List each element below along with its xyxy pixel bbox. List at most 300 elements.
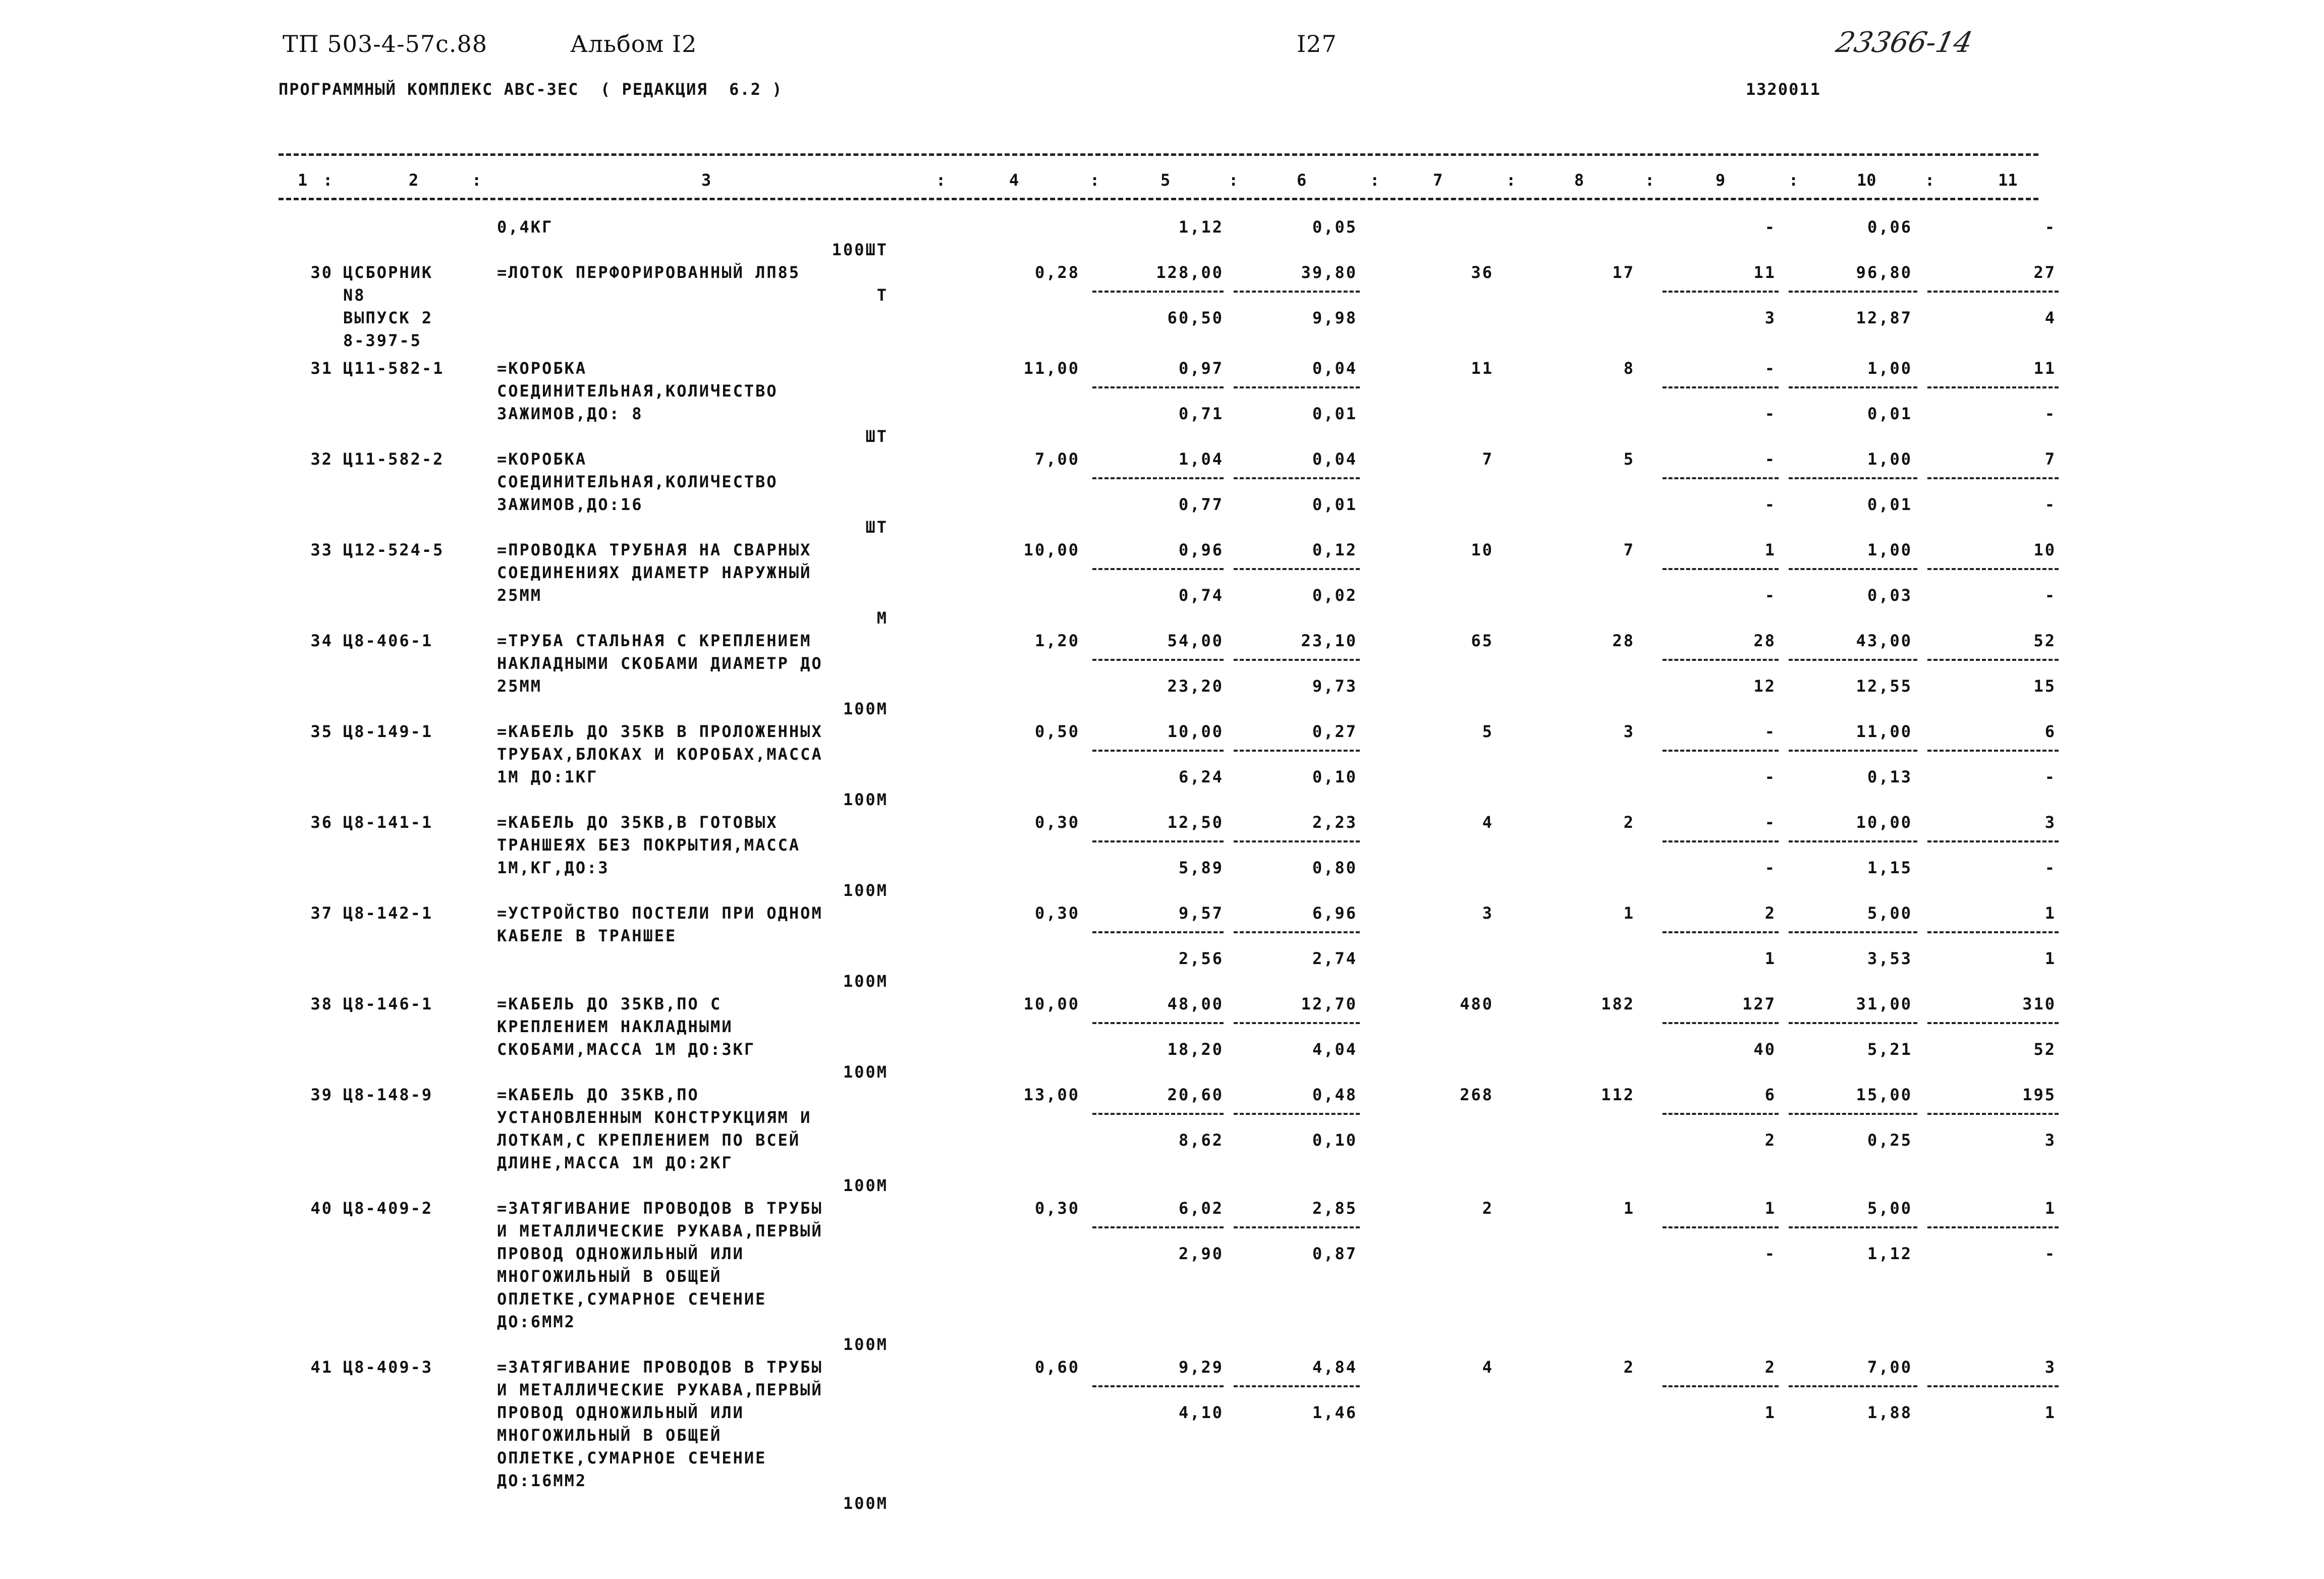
- cell-col9-top: -: [1764, 722, 1776, 741]
- cell-divider: [1092, 291, 1224, 293]
- cell-col7: 36: [1471, 263, 1493, 282]
- cell-divider: [1234, 386, 1360, 388]
- column-separator: :: [1645, 171, 1655, 190]
- cell-col10-bottom: 12,55: [1856, 676, 1912, 696]
- cell-divider: [1663, 931, 1779, 933]
- column-header-4: 4: [1009, 171, 1019, 190]
- work-description: =КАБЕЛЬ ДО 35КВ,ПО С: [497, 994, 722, 1013]
- cell-divider: [1663, 386, 1779, 388]
- column-separator: :: [1370, 171, 1380, 190]
- norm-code: Ц8-406-1: [343, 631, 433, 650]
- column-header-1: 1: [298, 171, 308, 190]
- cell-divider: [1663, 1113, 1779, 1115]
- cell-col7: 4: [1482, 1358, 1493, 1377]
- column-header-11: 11: [1998, 171, 2018, 190]
- column-header-2: 2: [409, 171, 419, 190]
- cell-divider: [1092, 1385, 1224, 1387]
- cell-col10-top: 1,00: [1867, 540, 1912, 559]
- norm-code: Ц8-146-1: [343, 994, 433, 1013]
- cell-col7: 65: [1471, 631, 1493, 650]
- cell-col10-top: 5,00: [1867, 904, 1912, 923]
- album-label: Альбом I2: [570, 30, 697, 58]
- cell-divider: [1234, 1385, 1360, 1387]
- cell-divider: [1663, 1385, 1779, 1387]
- cell-col10-top: 43,00: [1856, 631, 1912, 650]
- cell-col8: 28: [1612, 631, 1635, 650]
- column-header-3: 3: [701, 171, 711, 190]
- cell-divider: [1927, 750, 2059, 752]
- cell-col6-top: 0,48: [1312, 1085, 1357, 1104]
- work-description: МНОГОЖИЛЬНЫЙ В ОБЩЕЙ: [497, 1426, 722, 1445]
- work-description: ДО:16ММ2: [497, 1471, 587, 1490]
- work-description: НАКЛАДНЫМИ СКОБАМИ ДИАМЕТР ДО: [497, 654, 823, 673]
- unit-label: 100М: [843, 1176, 888, 1195]
- cell-col11-top: 3: [2044, 813, 2056, 832]
- cell-divider: [1234, 291, 1360, 293]
- cell-col7: 5: [1482, 722, 1493, 741]
- cell-divider: [1927, 1226, 2059, 1228]
- cell-quantity: 0,30: [1034, 1199, 1080, 1218]
- cell-divider: [1092, 1113, 1224, 1115]
- work-description: 25ММ: [497, 676, 542, 696]
- carry-over-desc: 0,4КГ: [497, 217, 554, 237]
- cell-divider: [1234, 1113, 1360, 1115]
- cell-divider: [1092, 568, 1224, 570]
- cell-col9-top: -: [1764, 449, 1776, 469]
- inventory-number: 23366-14: [1833, 26, 1976, 59]
- cell-col6-bottom: 0,87: [1312, 1244, 1357, 1263]
- cell-divider: [1663, 1022, 1779, 1024]
- work-description: =КОРОБКА: [497, 359, 587, 378]
- work-description: ОПЛЕТКЕ,СУМАРНОЕ СЕЧЕНИЕ: [497, 1289, 767, 1309]
- cell-col5-top: 0,96: [1178, 540, 1224, 559]
- cell-col11-top: 27: [2033, 263, 2056, 282]
- column-header-5: 5: [1160, 171, 1171, 190]
- cell-col5-bottom: 0,77: [1178, 495, 1224, 514]
- cell-col5-top: 9,29: [1178, 1358, 1224, 1377]
- cell-col10-bottom: 0,13: [1867, 767, 1912, 786]
- cell-divider: [1927, 477, 2059, 479]
- cell-col6-bottom: 9,73: [1312, 676, 1357, 696]
- cell-divider: [1092, 750, 1224, 752]
- cell-divider: [1927, 840, 2059, 842]
- page-number: I27: [1297, 30, 1337, 58]
- unit-label: 100М: [843, 1494, 888, 1513]
- cell-col11-top: 11: [2033, 359, 2056, 378]
- cell-col5-bottom: 4,10: [1178, 1403, 1224, 1422]
- work-description: =УСТРОЙСТВО ПОСТЕЛИ ПРИ ОДНОМ: [497, 904, 823, 923]
- cell-quantity: 0,60: [1034, 1358, 1080, 1377]
- cell-col10-bottom: 1,12: [1867, 1244, 1912, 1263]
- cell-quantity: 0,30: [1034, 813, 1080, 832]
- cell-divider: [1927, 1113, 2059, 1115]
- cell-col10-top: 1,00: [1867, 449, 1912, 469]
- norm-code: ВЫПУСК 2: [343, 308, 433, 327]
- cell-col11-bottom: 3: [2044, 1131, 2056, 1150]
- cell-col10-bottom: 0,01: [1867, 495, 1912, 514]
- cell-divider: [1789, 291, 1917, 293]
- norm-code: 8-397-5: [343, 331, 422, 350]
- norm-code: Ц12-524-5: [343, 540, 445, 559]
- cell-divider: [1234, 931, 1360, 933]
- cell-col6-bottom: 0,02: [1312, 586, 1357, 605]
- cell-divider: [1092, 659, 1224, 661]
- cell-divider: [1927, 659, 2059, 661]
- cell-col11-top: 310: [2022, 994, 2056, 1013]
- cell-col9-bottom: 40: [1753, 1040, 1776, 1059]
- cell-col9-top: 28: [1753, 631, 1776, 650]
- cell-col9-bottom: -: [1764, 1244, 1776, 1263]
- work-description: ЗАЖИМОВ,ДО:16: [497, 495, 643, 514]
- cell-quantity: 0,50: [1034, 722, 1080, 741]
- norm-code: Ц8-141-1: [343, 813, 433, 832]
- work-description: =ЛОТОК ПЕРФОРИРОВАННЫЙ ЛП85: [497, 263, 801, 282]
- cell-col6-top: 23,10: [1301, 631, 1357, 650]
- unit-label: 100М: [843, 790, 888, 809]
- cell-col5-bottom: 2,56: [1178, 949, 1224, 968]
- cell-col6-bottom: 0,10: [1312, 767, 1357, 786]
- norm-code: Ц8-409-3: [343, 1358, 433, 1377]
- cell-divider: [1663, 1226, 1779, 1228]
- cell-col10-top: 10,00: [1856, 813, 1912, 832]
- cell-col6-top: 4,84: [1312, 1358, 1357, 1377]
- cell-divider: [1234, 840, 1360, 842]
- cell-col7: 4: [1482, 813, 1493, 832]
- work-description: МНОГОЖИЛЬНЫЙ В ОБЩЕЙ: [497, 1267, 722, 1286]
- unit-label: 100М: [843, 972, 888, 991]
- cell-col6-bottom: 1,46: [1312, 1403, 1357, 1422]
- cell-col9-bottom: -: [1764, 767, 1776, 786]
- cell-col11-bottom: -: [2044, 404, 2056, 423]
- cell-col10-top: 11,00: [1856, 722, 1912, 741]
- work-description: ТРУБАХ,БЛОКАХ И КОРОБАХ,МАССА: [497, 745, 823, 764]
- cell-col7: 11: [1471, 359, 1493, 378]
- work-description: КРЕПЛЕНИЕМ НАКЛАДНЫМИ: [497, 1017, 733, 1036]
- work-description: 1М,КГ,ДО:3: [497, 858, 610, 877]
- cell-divider: [1789, 568, 1917, 570]
- cell-col11-bottom: -: [2044, 586, 2056, 605]
- unit-label: 100М: [843, 881, 888, 900]
- row-number: 34: [310, 631, 333, 650]
- cell-col6-top: 0,27: [1312, 722, 1357, 741]
- work-description: =ЗАТЯГИВАНИЕ ПРОВОДОВ В ТРУБЫ: [497, 1199, 823, 1218]
- column-separator: :: [1229, 171, 1239, 190]
- unit-label: Т: [876, 286, 888, 305]
- cell-col6-top: 39,80: [1301, 263, 1357, 282]
- work-description: 25ММ: [497, 586, 542, 605]
- unit-label: ШТ: [865, 427, 888, 446]
- cell-col6-bottom: 4,04: [1312, 1040, 1357, 1059]
- cell-divider: [1663, 750, 1779, 752]
- cell-col5-top: 48,00: [1167, 994, 1224, 1013]
- work-description: ПРОВОД ОДНОЖИЛЬНЫЙ ИЛИ: [497, 1403, 744, 1422]
- norm-code: N8: [343, 286, 366, 305]
- column-separator: :: [323, 171, 333, 190]
- row-number: 36: [310, 813, 333, 832]
- cell-col6-top: 0,04: [1312, 449, 1357, 469]
- cell-col11-top: 3: [2044, 1358, 2056, 1377]
- column-header-10: 10: [1857, 171, 1876, 190]
- cell-divider: [1927, 1385, 2059, 1387]
- row-number: 33: [310, 540, 333, 559]
- carry-over-c11: -: [2044, 217, 2056, 237]
- cell-col11-top: 7: [2044, 449, 2056, 469]
- cell-quantity: 10,00: [1023, 540, 1080, 559]
- cell-col10-bottom: 12,87: [1856, 308, 1912, 327]
- cell-col9-top: 1: [1764, 540, 1776, 559]
- cell-col10-bottom: 5,21: [1867, 1040, 1912, 1059]
- row-number: 35: [310, 722, 333, 741]
- cell-quantity: 0,30: [1034, 904, 1080, 923]
- work-description: И МЕТАЛЛИЧЕСКИЕ РУКАВА,ПЕРВЫЙ: [497, 1221, 823, 1240]
- cell-col5-bottom: 2,90: [1178, 1244, 1224, 1263]
- carry-over-c10: 0,06: [1867, 217, 1912, 237]
- column-header-6: 6: [1297, 171, 1307, 190]
- row-number: 37: [310, 904, 333, 923]
- cell-divider: [1789, 750, 1917, 752]
- cell-divider: [1234, 568, 1360, 570]
- cell-col9-top: 2: [1764, 1358, 1776, 1377]
- cell-col10-top: 5,00: [1867, 1199, 1912, 1218]
- cell-col5-top: 20,60: [1167, 1085, 1224, 1104]
- cell-col8: 182: [1601, 994, 1635, 1013]
- cell-col6-top: 2,85: [1312, 1199, 1357, 1218]
- cell-col5-top: 10,00: [1167, 722, 1224, 741]
- work-description: ОПЛЕТКЕ,СУМАРНОЕ СЕЧЕНИЕ: [497, 1448, 767, 1468]
- cell-col7: 3: [1482, 904, 1493, 923]
- header-bottom-rule: [279, 198, 2038, 200]
- row-number: 30: [310, 263, 333, 282]
- cell-divider: [1092, 1022, 1224, 1024]
- cell-col7: 268: [1460, 1085, 1493, 1104]
- cell-col11-bottom: -: [2044, 1244, 2056, 1263]
- table-top-rule: [279, 153, 2038, 156]
- cell-col10-bottom: 3,53: [1867, 949, 1912, 968]
- unit-label: М: [876, 608, 888, 628]
- cell-col5-top: 0,97: [1178, 359, 1224, 378]
- column-separator: :: [1789, 171, 1799, 190]
- column-header-8: 8: [1574, 171, 1584, 190]
- cell-col11-bottom: -: [2044, 767, 2056, 786]
- cell-divider: [1234, 1022, 1360, 1024]
- cell-divider: [1092, 477, 1224, 479]
- cell-divider: [1927, 386, 2059, 388]
- cell-divider: [1234, 477, 1360, 479]
- cell-col9-bottom: -: [1764, 495, 1776, 514]
- cell-col5-top: 54,00: [1167, 631, 1224, 650]
- cell-col5-top: 6,02: [1178, 1199, 1224, 1218]
- carry-over-c5: 1,12: [1178, 217, 1224, 237]
- cell-col10-bottom: 1,15: [1867, 858, 1912, 877]
- row-number: 39: [310, 1085, 333, 1104]
- cell-col8: 7: [1623, 540, 1635, 559]
- cell-divider: [1663, 568, 1779, 570]
- unit-label: 100М: [843, 699, 888, 718]
- cell-col9-bottom: 1: [1764, 1403, 1776, 1422]
- cell-divider: [1789, 840, 1917, 842]
- cell-col11-top: 195: [2022, 1085, 2056, 1104]
- cell-col8: 2: [1623, 813, 1635, 832]
- cell-divider: [1789, 659, 1917, 661]
- cell-col8: 1: [1623, 904, 1635, 923]
- cell-col5-top: 1,04: [1178, 449, 1224, 469]
- program-line: ПРОГРАММНЫЙ КОМПЛЕКС АВС-3ЕС ( РЕДАКЦИЯ 6.2 ): [279, 80, 783, 99]
- cell-col10-top: 96,80: [1856, 263, 1912, 282]
- row-number: 32: [310, 449, 333, 469]
- cell-col6-bottom: 9,98: [1312, 308, 1357, 327]
- cell-divider: [1663, 659, 1779, 661]
- cell-col7: 10: [1471, 540, 1493, 559]
- cell-col7: 2: [1482, 1199, 1493, 1218]
- cell-col9-bottom: 1: [1764, 949, 1776, 968]
- norm-code: Ц8-148-9: [343, 1085, 433, 1104]
- cell-col5-bottom: 5,89: [1178, 858, 1224, 877]
- cell-col11-top: 10: [2033, 540, 2056, 559]
- cell-col6-top: 0,04: [1312, 359, 1357, 378]
- cell-quantity: 0,28: [1034, 263, 1080, 282]
- norm-code: Ц8-409-2: [343, 1199, 433, 1218]
- cell-quantity: 11,00: [1023, 359, 1080, 378]
- cell-col6-bottom: 0,10: [1312, 1131, 1357, 1150]
- cell-col6-bottom: 0,01: [1312, 404, 1357, 423]
- cell-col8: 17: [1612, 263, 1635, 282]
- work-description: ДЛИНЕ,МАССА 1М ДО:2КГ: [497, 1153, 733, 1172]
- cell-col11-top: 6: [2044, 722, 2056, 741]
- cell-col8: 2: [1623, 1358, 1635, 1377]
- column-separator: :: [1925, 171, 1935, 190]
- column-separator: :: [1506, 171, 1516, 190]
- cell-col11-bottom: 52: [2033, 1040, 2056, 1059]
- sheet-code: 1320011: [1746, 80, 1821, 99]
- cell-col6-bottom: 0,80: [1312, 858, 1357, 877]
- norm-code: ЦСБОРНИК: [343, 263, 433, 282]
- cell-col5-bottom: 0,74: [1178, 586, 1224, 605]
- work-description: =КАБЕЛЬ ДО 35КВ,В ГОТОВЫХ: [497, 813, 778, 832]
- unit-label: 100М: [843, 1335, 888, 1354]
- cell-col9-bottom: -: [1764, 404, 1776, 423]
- column-separator: :: [472, 171, 482, 190]
- cell-divider: [1663, 477, 1779, 479]
- cell-divider: [1234, 750, 1360, 752]
- column-separator: :: [936, 171, 946, 190]
- work-description: =ТРУБА СТАЛЬНАЯ С КРЕПЛЕНИЕМ: [497, 631, 812, 650]
- cell-col6-top: 12,70: [1301, 994, 1357, 1013]
- cell-col10-bottom: 0,01: [1867, 404, 1912, 423]
- cell-divider: [1789, 477, 1917, 479]
- cell-divider: [1789, 1022, 1917, 1024]
- cell-divider: [1789, 1113, 1917, 1115]
- work-description: =КОРОБКА: [497, 449, 587, 469]
- cell-col9-top: 127: [1742, 994, 1776, 1013]
- row-number: 31: [310, 359, 333, 378]
- unit-label: 100ШТ: [832, 240, 888, 259]
- cell-divider: [1927, 568, 2059, 570]
- cell-divider: [1789, 1385, 1917, 1387]
- cell-col11-top: 1: [2044, 904, 2056, 923]
- cell-col10-bottom: 0,25: [1867, 1131, 1912, 1150]
- cell-col5-bottom: 18,20: [1167, 1040, 1224, 1059]
- work-description: СОЕДИНЕНИЯХ ДИАМЕТР НАРУЖНЫЙ: [497, 563, 812, 582]
- cell-col10-top: 31,00: [1856, 994, 1912, 1013]
- column-separator: :: [1090, 171, 1100, 190]
- norm-code: Ц11-582-2: [343, 449, 445, 469]
- doc-code: ТП 503-4-57с.88: [283, 30, 488, 58]
- work-description: СКОБАМИ,МАССА 1М ДО:3КГ: [497, 1040, 756, 1059]
- cell-col5-bottom: 6,24: [1178, 767, 1224, 786]
- cell-quantity: 1,20: [1034, 631, 1080, 650]
- cell-col5-bottom: 8,62: [1178, 1131, 1224, 1150]
- cell-col6-top: 0,12: [1312, 540, 1357, 559]
- cell-col7: 480: [1460, 994, 1493, 1013]
- work-description: СОЕДИНИТЕЛЬНАЯ,КОЛИЧЕСТВО: [497, 472, 778, 491]
- cell-col7: 7: [1482, 449, 1493, 469]
- cell-col5-bottom: 23,20: [1167, 676, 1224, 696]
- cell-col9-top: 11: [1753, 263, 1776, 282]
- work-description: =КАБЕЛЬ ДО 35КВ В ПРОЛОЖЕННЫХ: [497, 722, 823, 741]
- cell-col6-top: 2,23: [1312, 813, 1357, 832]
- cell-col10-bottom: 0,03: [1867, 586, 1912, 605]
- unit-label: ШТ: [865, 518, 888, 537]
- cell-divider: [1789, 386, 1917, 388]
- cell-quantity: 10,00: [1023, 994, 1080, 1013]
- cell-divider: [1927, 291, 2059, 293]
- cell-col6-bottom: 2,74: [1312, 949, 1357, 968]
- cell-col8: 8: [1623, 359, 1635, 378]
- cell-divider: [1927, 1022, 2059, 1024]
- cell-quantity: 7,00: [1034, 449, 1080, 469]
- carry-over-c9: -: [1764, 217, 1776, 237]
- norm-code: Ц8-149-1: [343, 722, 433, 741]
- work-description: И МЕТАЛЛИЧЕСКИЕ РУКАВА,ПЕРВЫЙ: [497, 1380, 823, 1399]
- cell-divider: [1234, 1226, 1360, 1228]
- work-description: ЗАЖИМОВ,ДО: 8: [497, 404, 643, 423]
- cell-divider: [1092, 840, 1224, 842]
- cell-col9-top: -: [1764, 813, 1776, 832]
- cell-col9-top: 2: [1764, 904, 1776, 923]
- work-description: ТРАНШЕЯХ БЕЗ ПОКРЫТИЯ,МАССА: [497, 835, 801, 855]
- row-number: 41: [310, 1358, 333, 1377]
- work-description: ПРОВОД ОДНОЖИЛЬНЫЙ ИЛИ: [497, 1244, 744, 1263]
- cell-col5-top: 128,00: [1156, 263, 1224, 282]
- cell-divider: [1927, 931, 2059, 933]
- cell-col11-bottom: 1: [2044, 949, 2056, 968]
- work-description: =КАБЕЛЬ ДО 35КВ,ПО: [497, 1085, 699, 1104]
- column-header-7: 7: [1433, 171, 1443, 190]
- work-description: УСТАНОВЛЕННЫМ КОНСТРУКЦИЯМ И: [497, 1108, 812, 1127]
- cell-col11-top: 1: [2044, 1199, 2056, 1218]
- cell-col9-top: 6: [1764, 1085, 1776, 1104]
- work-description: =ПРОВОДКА ТРУБНАЯ НА СВАРНЫХ: [497, 540, 812, 559]
- cell-col11-bottom: -: [2044, 495, 2056, 514]
- work-description: ЛОТКАМ,С КРЕПЛЕНИЕМ ПО ВСЕЙ: [497, 1131, 801, 1150]
- row-number: 38: [310, 994, 333, 1013]
- work-description: 1М ДО:1КГ: [497, 767, 598, 786]
- cell-quantity: 13,00: [1023, 1085, 1080, 1104]
- cell-col9-top: 1: [1764, 1199, 1776, 1218]
- cell-col11-bottom: 15: [2033, 676, 2056, 696]
- cell-divider: [1092, 931, 1224, 933]
- cell-divider: [1663, 840, 1779, 842]
- cell-col10-top: 15,00: [1856, 1085, 1912, 1104]
- cell-col9-bottom: -: [1764, 858, 1776, 877]
- cell-col9-top: -: [1764, 359, 1776, 378]
- cell-col9-bottom: 12: [1753, 676, 1776, 696]
- cell-col5-top: 12,50: [1167, 813, 1224, 832]
- cell-col11-bottom: -: [2044, 858, 2056, 877]
- cell-col6-top: 6,96: [1312, 904, 1357, 923]
- cell-col9-bottom: -: [1764, 586, 1776, 605]
- cell-col10-bottom: 1,88: [1867, 1403, 1912, 1422]
